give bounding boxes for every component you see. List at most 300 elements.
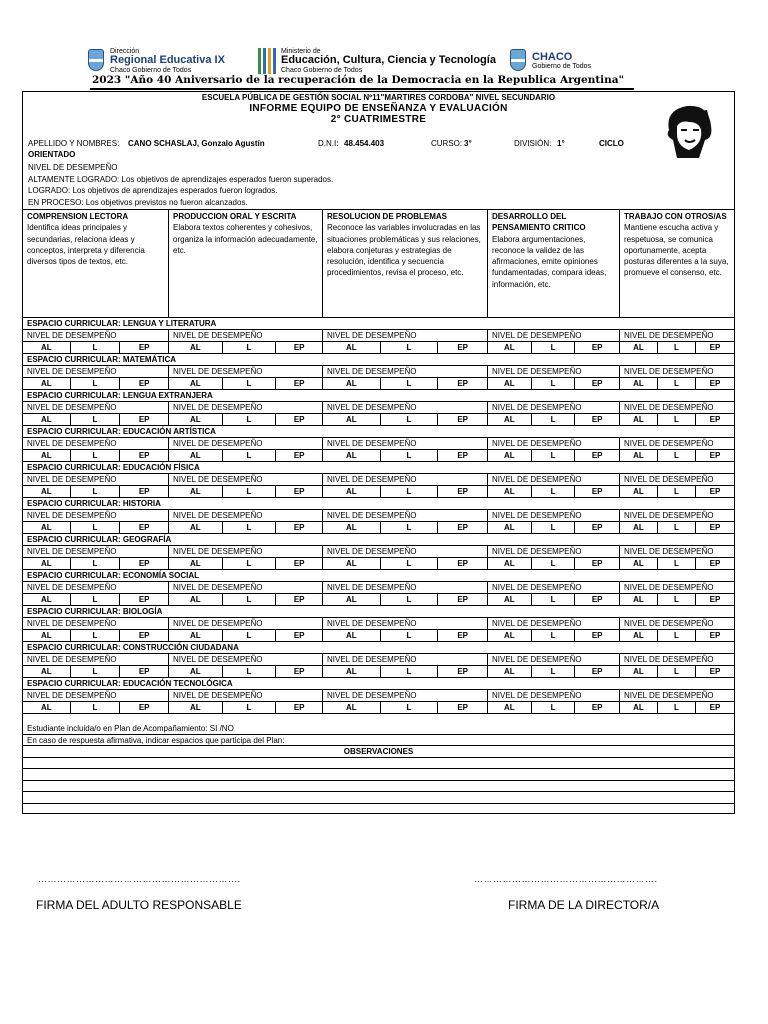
grade-group bbox=[323, 666, 488, 677]
grade-option-ep[interactable]: EP bbox=[591, 703, 603, 712]
logo-text: Ministerio de bbox=[281, 47, 321, 55]
province-shield-icon bbox=[510, 49, 528, 73]
grade-option-l[interactable]: L bbox=[658, 558, 696, 569]
grade-option-al[interactable]: AL bbox=[169, 378, 223, 389]
nivel-label: NIVEL DE DESEMPEÑO bbox=[169, 330, 323, 341]
grade-option-ep[interactable]: EP bbox=[138, 703, 150, 712]
grade-option-ep[interactable]: EP bbox=[457, 703, 468, 712]
grade-option-l[interactable]: L bbox=[223, 630, 277, 641]
nivel-label: NIVEL DE DESEMPEÑO bbox=[624, 475, 714, 484]
nivel-row bbox=[23, 690, 734, 702]
grade-option-ep[interactable]: EP bbox=[293, 415, 305, 424]
nivel-label: NIVEL DE DESEMPEÑO bbox=[323, 366, 488, 377]
grade-group bbox=[488, 414, 620, 425]
grade-group bbox=[323, 450, 488, 461]
grade-option-ep[interactable]: EP bbox=[591, 415, 603, 424]
grade-row bbox=[23, 630, 734, 642]
nivel-row bbox=[23, 402, 734, 414]
guardian-signature-label: FIRMA DEL ADULTO RESPONSABLE bbox=[36, 898, 242, 912]
grade-group bbox=[169, 630, 323, 641]
grade-option-l[interactable]: L bbox=[223, 378, 277, 389]
grade-option-l[interactable]: L bbox=[71, 594, 121, 605]
nivel-label: NIVEL DE DESEMPEÑO bbox=[624, 619, 714, 628]
grade-option-ep[interactable]: EP bbox=[591, 343, 603, 352]
grade-option-ep[interactable]: EP bbox=[293, 559, 305, 568]
grade-option-l[interactable]: L bbox=[658, 522, 696, 533]
grade-option-al[interactable]: AL bbox=[323, 666, 381, 677]
grade-option-ep[interactable]: EP bbox=[138, 667, 150, 676]
grade-option-ep[interactable]: EP bbox=[293, 595, 305, 604]
grade-group bbox=[620, 594, 734, 605]
grade-option-l[interactable]: L bbox=[658, 414, 696, 425]
competency-cell bbox=[620, 210, 734, 317]
grade-group bbox=[323, 702, 488, 713]
subject-title: ESPACIO CURRICULAR: EDUCACIÓN ARTÍSTICA bbox=[23, 426, 734, 438]
competency-body: Elabora textos coherentes y cohesivos, organiza la información adecuadamente, etc. bbox=[173, 223, 318, 255]
grade-option-ep[interactable]: EP bbox=[138, 415, 150, 424]
anniversary-title: 2023 "Año 40 Aniversario de la recuperación de la Democracia en la Republica Argentina" bbox=[92, 74, 625, 86]
nivel-label: NIVEL DE DESEMPEÑO bbox=[624, 691, 714, 700]
grade-option-l[interactable]: L bbox=[71, 450, 121, 461]
grade-option-l[interactable]: L bbox=[532, 522, 576, 533]
plan-spaces-row: En caso de respuesta afirmativa, indicar espacios que participa del Plan: bbox=[23, 735, 734, 747]
grade-option-al[interactable]: AL bbox=[169, 522, 223, 533]
competency-body: Mantiene escucha activa y respetuosa, se comunica oportunamente, acepta posturas diferentes a la suya, promueve el consenso, etc. bbox=[624, 223, 729, 278]
grade-option-al[interactable]: AL bbox=[488, 414, 532, 425]
grade-option-al[interactable]: AL bbox=[323, 630, 381, 641]
grade-group bbox=[488, 558, 620, 569]
grade-option-al[interactable]: AL bbox=[169, 414, 223, 425]
grade-option-ep[interactable]: EP bbox=[591, 595, 603, 604]
grade-group bbox=[323, 594, 488, 605]
grade-row bbox=[23, 486, 734, 498]
grade-option-ep[interactable]: EP bbox=[709, 451, 721, 460]
grade-option-ep[interactable]: EP bbox=[591, 667, 603, 676]
grade-option-l[interactable]: L bbox=[532, 378, 576, 389]
grade-option-al[interactable]: AL bbox=[488, 558, 532, 569]
nivel-row bbox=[23, 618, 734, 630]
grade-option-ep[interactable]: EP bbox=[457, 523, 468, 532]
grade-option-al[interactable]: AL bbox=[23, 666, 71, 677]
competency-body: Identifica ideas principales y secundarias, relaciona ideas y conceptos, interpreta y diferencia diversos tipos de textos, etc. bbox=[27, 223, 145, 267]
grade-option-ep[interactable]: EP bbox=[457, 595, 468, 604]
grade-option-al[interactable]: AL bbox=[323, 702, 381, 713]
competency-title: RESOLUCION DE PROBLEMAS bbox=[327, 212, 448, 221]
grade-option-al[interactable]: AL bbox=[620, 450, 658, 461]
competency-cell bbox=[488, 210, 620, 317]
performance-levels bbox=[28, 162, 333, 208]
nivel-row bbox=[23, 582, 734, 594]
grade-group bbox=[23, 522, 169, 533]
grade-option-ep[interactable]: EP bbox=[591, 451, 603, 460]
grade-option-l[interactable]: L bbox=[71, 522, 121, 533]
nivel-label: NIVEL DE DESEMPEÑO bbox=[624, 367, 714, 376]
nivel-label: NIVEL DE DESEMPEÑO bbox=[23, 402, 169, 413]
course-value: 3° bbox=[464, 139, 472, 148]
grade-option-al[interactable]: AL bbox=[620, 342, 658, 353]
grade-row bbox=[23, 342, 734, 354]
grade-option-l[interactable]: L bbox=[71, 342, 121, 353]
grade-option-al[interactable]: AL bbox=[169, 342, 223, 353]
grade-option-ep[interactable]: EP bbox=[709, 415, 721, 424]
grade-option-l[interactable]: L bbox=[381, 378, 439, 389]
course-label: CURSO: bbox=[431, 139, 463, 148]
subject-title: ESPACIO CURRICULAR: ECONOMÍA SOCIAL bbox=[23, 570, 734, 582]
grade-option-l[interactable]: L bbox=[532, 630, 576, 641]
grade-option-al[interactable]: AL bbox=[488, 486, 532, 497]
grade-group bbox=[23, 594, 169, 605]
footer-rows bbox=[23, 723, 734, 815]
grade-option-ep[interactable]: EP bbox=[709, 487, 721, 496]
grade-option-l[interactable]: L bbox=[381, 666, 439, 677]
nivel-label: NIVEL DE DESEMPEÑO bbox=[23, 654, 169, 665]
grade-option-l[interactable]: L bbox=[223, 414, 277, 425]
observation-line[interactable] bbox=[23, 769, 734, 781]
grade-group bbox=[488, 450, 620, 461]
grade-option-al[interactable]: AL bbox=[23, 450, 71, 461]
grade-option-al[interactable]: AL bbox=[23, 594, 71, 605]
grade-option-l[interactable]: L bbox=[223, 450, 277, 461]
subject-title: ESPACIO CURRICULAR: CONSTRUCCIÓN CIUDADANA bbox=[23, 642, 734, 654]
grade-option-al[interactable]: AL bbox=[323, 414, 381, 425]
grade-option-l[interactable]: L bbox=[71, 558, 121, 569]
grade-option-ep[interactable]: EP bbox=[457, 343, 468, 352]
competency-title: PRODUCCION ORAL Y ESCRITA bbox=[173, 212, 297, 221]
logo-text: Regional Educativa IX bbox=[110, 54, 225, 67]
grade-option-l[interactable]: L bbox=[71, 414, 121, 425]
grade-option-l[interactable]: L bbox=[381, 450, 439, 461]
divider bbox=[90, 88, 634, 90]
grade-group bbox=[169, 414, 323, 425]
grade-option-al[interactable]: AL bbox=[23, 522, 71, 533]
grade-option-ep[interactable]: EP bbox=[293, 343, 305, 352]
grade-option-al[interactable]: AL bbox=[323, 558, 381, 569]
grade-row bbox=[23, 702, 734, 714]
competency-body: Reconoce las variables involucradas en las situaciones problemáticas y sus relaciones, elabora conjeturas y estrategias de resolución, identifica y secuencia procedimientos, revisa el proceso, etc. bbox=[327, 223, 481, 278]
grade-option-al[interactable]: AL bbox=[488, 522, 532, 533]
grade-option-al[interactable]: AL bbox=[620, 414, 658, 425]
grade-option-l[interactable]: L bbox=[71, 666, 121, 677]
subjects-table bbox=[23, 318, 734, 714]
grade-option-l[interactable]: L bbox=[71, 378, 121, 389]
nivel-label: NIVEL DE DESEMPEÑO bbox=[323, 654, 488, 665]
nivel-label: NIVEL DE DESEMPEÑO bbox=[169, 546, 323, 557]
grade-option-ep[interactable]: EP bbox=[709, 631, 721, 640]
grade-option-ep[interactable]: EP bbox=[457, 451, 468, 460]
report-title: INFORME EQUIPO DE ENSEÑANZA Y EVALUACIÓN bbox=[249, 103, 508, 114]
grade-option-al[interactable]: AL bbox=[323, 522, 381, 533]
grade-option-l[interactable]: L bbox=[658, 666, 696, 677]
grade-option-al[interactable]: AL bbox=[323, 486, 381, 497]
grade-option-al[interactable]: AL bbox=[620, 558, 658, 569]
nivel-label: NIVEL DE DESEMPEÑO bbox=[488, 618, 620, 629]
grade-option-ep[interactable]: EP bbox=[138, 451, 150, 460]
grade-option-l[interactable]: L bbox=[71, 702, 121, 713]
grade-option-l[interactable]: L bbox=[381, 522, 439, 533]
logo-text: Dirección bbox=[110, 47, 140, 55]
report-form bbox=[22, 91, 735, 814]
dni-label: D.N.I: bbox=[318, 139, 339, 148]
observation-line[interactable] bbox=[23, 792, 734, 804]
grade-group bbox=[323, 414, 488, 425]
grade-option-ep[interactable]: EP bbox=[138, 559, 150, 568]
grade-option-ep[interactable]: EP bbox=[457, 379, 468, 388]
grade-option-ep[interactable]: EP bbox=[591, 631, 603, 640]
grade-group bbox=[169, 486, 323, 497]
grade-option-ep[interactable]: EP bbox=[709, 379, 721, 388]
grade-group bbox=[620, 630, 734, 641]
grade-option-ep[interactable]: EP bbox=[293, 631, 305, 640]
grade-option-l[interactable]: L bbox=[223, 558, 277, 569]
grade-option-ep[interactable]: EP bbox=[457, 415, 468, 424]
grade-option-l[interactable]: L bbox=[381, 414, 439, 425]
grade-option-ep[interactable]: EP bbox=[709, 703, 721, 712]
nivel-label: NIVEL DE DESEMPEÑO bbox=[488, 474, 620, 485]
level-line: ALTAMENTE LOGRADO: Los objetivos de aprendizajes esperados fueron superados. bbox=[28, 174, 334, 184]
grade-option-l[interactable]: L bbox=[381, 702, 439, 713]
nivel-label: NIVEL DE DESEMPEÑO bbox=[23, 366, 169, 377]
grade-option-ep[interactable]: EP bbox=[591, 559, 603, 568]
grade-group bbox=[620, 378, 734, 389]
grade-option-l[interactable]: L bbox=[532, 666, 576, 677]
grade-option-al[interactable]: AL bbox=[620, 594, 658, 605]
grade-option-l[interactable]: L bbox=[658, 630, 696, 641]
subject-title: ESPACIO CURRICULAR: GEOGRAFÍA bbox=[23, 534, 734, 546]
grade-option-ep[interactable]: EP bbox=[591, 523, 603, 532]
grade-option-al[interactable]: AL bbox=[23, 414, 71, 425]
ministry-bars-icon bbox=[258, 48, 276, 74]
grade-option-al[interactable]: AL bbox=[169, 666, 223, 677]
grade-option-l[interactable]: L bbox=[381, 594, 439, 605]
dni-value: 48.454.403 bbox=[344, 139, 385, 148]
grade-option-ep[interactable]: EP bbox=[293, 667, 305, 676]
grade-option-l[interactable]: L bbox=[71, 486, 121, 497]
school-name: ESCUELA PÚBLICA DE GESTIÓN SOCIAL Nº11"MARTIRES CORDOBA" NIVEL SECUNDARIO bbox=[201, 93, 556, 102]
level-line: NIVEL DE DESEMPEÑO bbox=[28, 163, 118, 172]
grade-option-l[interactable]: L bbox=[532, 342, 576, 353]
observations-title: OBSERVACIONES bbox=[23, 746, 734, 758]
grade-group bbox=[620, 342, 734, 353]
nivel-label: NIVEL DE DESEMPEÑO bbox=[488, 438, 620, 449]
nivel-label: NIVEL DE DESEMPEÑO bbox=[323, 510, 488, 521]
grade-option-ep[interactable]: EP bbox=[709, 595, 721, 604]
nivel-label: NIVEL DE DESEMPEÑO bbox=[169, 618, 323, 629]
grade-option-al[interactable]: AL bbox=[323, 450, 381, 461]
nivel-label: NIVEL DE DESEMPEÑO bbox=[323, 582, 488, 593]
grade-option-al[interactable]: AL bbox=[323, 342, 381, 353]
grade-option-ep[interactable]: EP bbox=[457, 559, 468, 568]
grade-group bbox=[23, 666, 169, 677]
grade-row bbox=[23, 666, 734, 678]
grade-option-l[interactable]: L bbox=[381, 630, 439, 641]
nivel-label: NIVEL DE DESEMPEÑO bbox=[488, 510, 620, 521]
grade-option-ep[interactable]: EP bbox=[457, 487, 468, 496]
grade-group bbox=[23, 558, 169, 569]
grade-option-ep[interactable]: EP bbox=[293, 379, 305, 388]
grade-option-al[interactable]: AL bbox=[169, 702, 223, 713]
grade-option-al[interactable]: AL bbox=[23, 342, 71, 353]
regional-logo bbox=[88, 44, 225, 78]
grade-option-ep[interactable]: EP bbox=[457, 631, 468, 640]
grade-option-al[interactable]: AL bbox=[488, 342, 532, 353]
grade-option-al[interactable]: AL bbox=[620, 522, 658, 533]
grade-option-al[interactable]: AL bbox=[323, 378, 381, 389]
observation-line[interactable] bbox=[23, 781, 734, 793]
grade-group bbox=[169, 450, 323, 461]
nivel-label: NIVEL DE DESEMPEÑO bbox=[488, 546, 620, 557]
nivel-row bbox=[23, 438, 734, 450]
nivel-label: NIVEL DE DESEMPEÑO bbox=[624, 547, 714, 556]
competency-title: TRABAJO CON OTROS/AS bbox=[624, 212, 727, 221]
grade-option-al[interactable]: AL bbox=[169, 558, 223, 569]
nivel-row bbox=[23, 330, 734, 342]
grade-row bbox=[23, 522, 734, 534]
competency-body: Elabora argumentaciones, reconoce la validez de las afirmaciones, emite opiniones fundamentadas, compara ideas, información, etc. bbox=[492, 234, 607, 289]
grade-option-l[interactable]: L bbox=[532, 558, 576, 569]
name-value: CANO SCHASLAJ, Gonzalo Agustín bbox=[128, 139, 265, 148]
grade-row bbox=[23, 414, 734, 426]
grade-option-l[interactable]: L bbox=[532, 594, 576, 605]
grade-group bbox=[169, 594, 323, 605]
term-title: 2° CUATRIMESTRE bbox=[330, 114, 427, 125]
grade-option-al[interactable]: AL bbox=[488, 378, 532, 389]
grade-option-l[interactable]: L bbox=[223, 486, 277, 497]
grade-option-al[interactable]: AL bbox=[23, 558, 71, 569]
grade-group bbox=[23, 378, 169, 389]
grade-option-ep[interactable]: EP bbox=[293, 703, 305, 712]
grade-option-l[interactable]: L bbox=[381, 342, 439, 353]
grade-group bbox=[488, 378, 620, 389]
nivel-label: NIVEL DE DESEMPEÑO bbox=[23, 510, 169, 521]
nivel-label: NIVEL DE DESEMPEÑO bbox=[488, 402, 620, 413]
grade-group bbox=[620, 558, 734, 569]
grade-group bbox=[23, 486, 169, 497]
grade-group bbox=[488, 702, 620, 713]
observation-line[interactable] bbox=[23, 758, 734, 770]
grade-option-al[interactable]: AL bbox=[23, 630, 71, 641]
observation-line[interactable] bbox=[23, 804, 734, 816]
grade-option-l[interactable]: L bbox=[71, 630, 121, 641]
grade-option-l[interactable]: L bbox=[223, 522, 277, 533]
grade-group bbox=[169, 522, 323, 533]
nivel-label: NIVEL DE DESEMPEÑO bbox=[488, 654, 620, 665]
grade-option-al[interactable]: AL bbox=[169, 486, 223, 497]
grade-option-ep[interactable]: EP bbox=[138, 631, 150, 640]
grade-option-l[interactable]: L bbox=[223, 594, 277, 605]
cycle-value: ORIENTADO bbox=[28, 150, 76, 159]
grade-option-al[interactable]: AL bbox=[169, 594, 223, 605]
competency-cell bbox=[23, 210, 169, 317]
grade-option-al[interactable]: AL bbox=[620, 702, 658, 713]
grade-option-l[interactable]: L bbox=[658, 450, 696, 461]
grade-option-ep[interactable]: EP bbox=[709, 343, 721, 352]
level-line: EN PROCESO: Los objetivos previstos no fueron alcanzados. bbox=[28, 197, 248, 207]
logo-text: Educación, Cultura, Ciencia y Tecnología bbox=[281, 54, 496, 67]
grade-option-al[interactable]: AL bbox=[23, 702, 71, 713]
nivel-label: NIVEL DE DESEMPEÑO bbox=[23, 330, 169, 341]
grade-row bbox=[23, 594, 734, 606]
nivel-label: NIVEL DE DESEMPEÑO bbox=[488, 330, 620, 341]
subject-title: ESPACIO CURRICULAR: MATEMÁTICA bbox=[23, 354, 734, 366]
grade-option-l[interactable]: L bbox=[532, 450, 576, 461]
grade-group bbox=[169, 342, 323, 353]
nivel-label: NIVEL DE DESEMPEÑO bbox=[323, 546, 488, 557]
grade-option-ep[interactable]: EP bbox=[138, 487, 150, 496]
grade-option-al[interactable]: AL bbox=[620, 378, 658, 389]
grade-option-ep[interactable]: EP bbox=[457, 667, 468, 676]
grade-group bbox=[23, 630, 169, 641]
signature-line-right: …………………………………………………. bbox=[474, 874, 658, 884]
grade-option-ep[interactable]: EP bbox=[293, 487, 305, 496]
grade-option-l[interactable]: L bbox=[532, 702, 576, 713]
grade-option-l[interactable]: L bbox=[532, 486, 576, 497]
nivel-row bbox=[23, 654, 734, 666]
grade-option-l[interactable]: L bbox=[223, 342, 277, 353]
grade-option-l[interactable]: L bbox=[658, 486, 696, 497]
grade-group bbox=[323, 342, 488, 353]
chaco-logo bbox=[510, 44, 591, 78]
grade-option-ep[interactable]: EP bbox=[293, 451, 305, 460]
grade-option-ep[interactable]: EP bbox=[709, 667, 721, 676]
grade-option-al[interactable]: AL bbox=[323, 594, 381, 605]
grade-option-l[interactable]: L bbox=[532, 414, 576, 425]
grade-option-al[interactable]: AL bbox=[488, 594, 532, 605]
nivel-label: NIVEL DE DESEMPEÑO bbox=[323, 330, 488, 341]
grade-option-l[interactable]: L bbox=[223, 666, 277, 677]
grade-option-l[interactable]: L bbox=[658, 342, 696, 353]
grade-option-al[interactable]: AL bbox=[620, 630, 658, 641]
nivel-label: NIVEL DE DESEMPEÑO bbox=[624, 583, 714, 592]
nivel-label: NIVEL DE DESEMPEÑO bbox=[624, 403, 714, 412]
grade-option-al[interactable]: AL bbox=[488, 450, 532, 461]
grade-option-al[interactable]: AL bbox=[488, 702, 532, 713]
grade-option-l[interactable]: L bbox=[658, 378, 696, 389]
grade-group bbox=[169, 378, 323, 389]
grade-group bbox=[620, 450, 734, 461]
nivel-label: NIVEL DE DESEMPEÑO bbox=[624, 511, 714, 520]
grade-option-ep[interactable]: EP bbox=[138, 523, 150, 532]
grade-option-al[interactable]: AL bbox=[23, 378, 71, 389]
grade-option-ep[interactable]: EP bbox=[138, 343, 150, 352]
grade-option-al[interactable]: AL bbox=[620, 486, 658, 497]
grade-option-ep[interactable]: EP bbox=[709, 523, 721, 532]
competency-title: COMPRENSION LECTORA bbox=[27, 212, 129, 221]
grade-option-l[interactable]: L bbox=[381, 558, 439, 569]
grade-option-l[interactable]: L bbox=[658, 594, 696, 605]
grade-option-al[interactable]: AL bbox=[23, 486, 71, 497]
grade-option-ep[interactable]: EP bbox=[138, 595, 150, 604]
grade-option-al[interactable]: AL bbox=[488, 666, 532, 677]
nivel-label: NIVEL DE DESEMPEÑO bbox=[624, 655, 714, 664]
grade-option-l[interactable]: L bbox=[658, 702, 696, 713]
grade-option-ep[interactable]: EP bbox=[709, 559, 721, 568]
grade-option-ep[interactable]: EP bbox=[591, 379, 603, 388]
grade-option-ep[interactable]: EP bbox=[138, 379, 150, 388]
grade-option-al[interactable]: AL bbox=[169, 450, 223, 461]
grade-group bbox=[323, 522, 488, 533]
grade-option-ep[interactable]: EP bbox=[591, 487, 603, 496]
grade-option-al[interactable]: AL bbox=[620, 666, 658, 677]
grade-option-al[interactable]: AL bbox=[488, 630, 532, 641]
grade-group bbox=[488, 342, 620, 353]
grade-option-ep[interactable]: EP bbox=[293, 523, 305, 532]
grade-option-al[interactable]: AL bbox=[169, 630, 223, 641]
grade-group bbox=[169, 666, 323, 677]
grade-group bbox=[323, 630, 488, 641]
grade-option-l[interactable]: L bbox=[223, 702, 277, 713]
grade-option-l[interactable]: L bbox=[381, 486, 439, 497]
ministry-logo bbox=[258, 44, 496, 78]
